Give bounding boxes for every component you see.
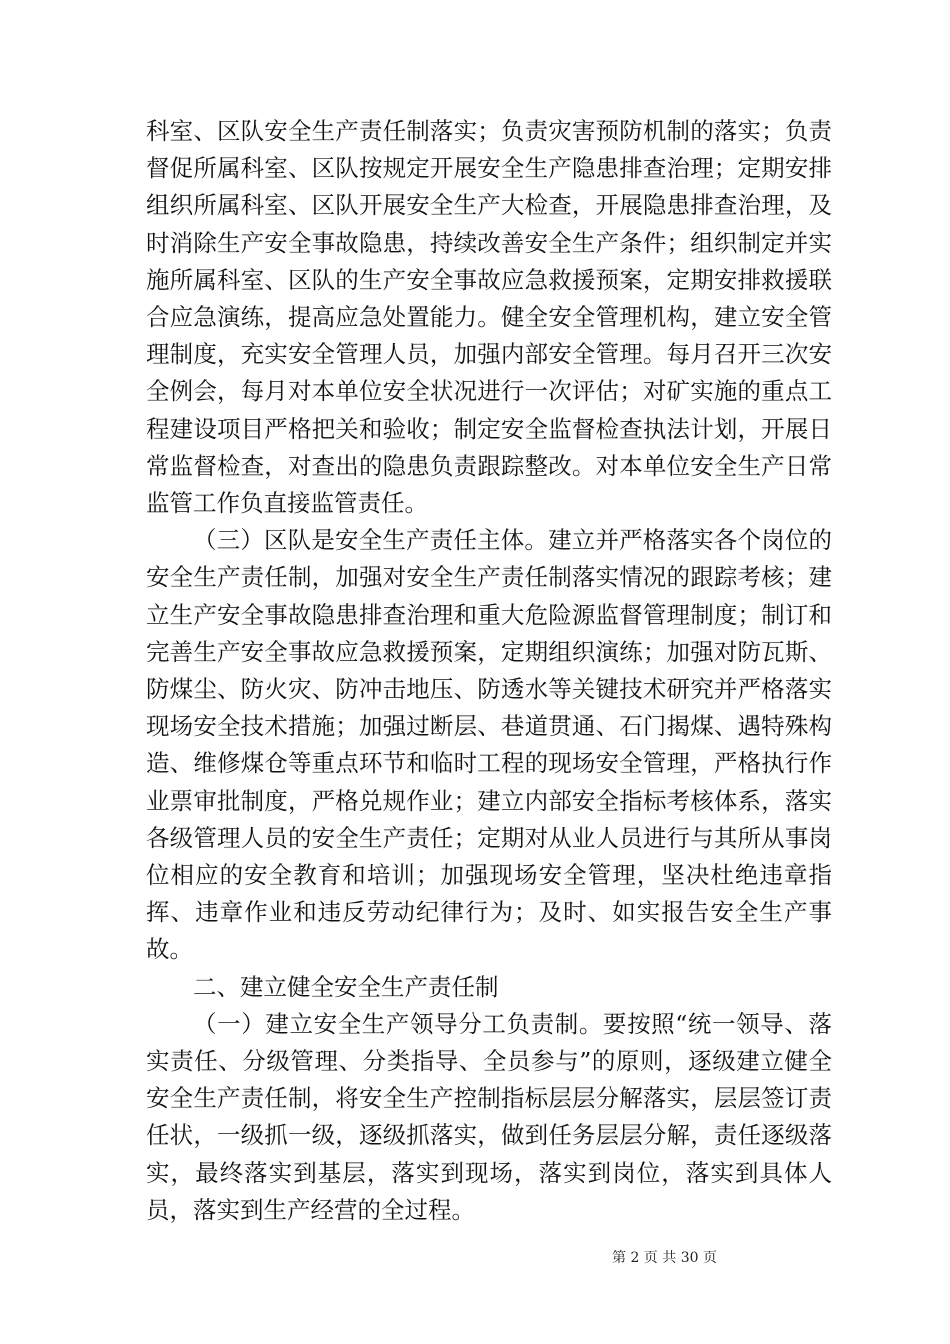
page-number-footer: 第 2 页 共 30 页 xyxy=(612,1250,717,1266)
document-body xyxy=(146,113,832,1229)
paragraph-leadership-division: （一）建立安全生产领导分工负责制。要按照“统一领导、落实责任、分级管理、分类指导、全员参与”的原则，逐级建立健全安全生产责任制，将安全生产控制指标层层分解落实，层层签订责任状，一级抓一级，逐级抓落实，做到任务层层分解，责任逐级落实，最终落实到基层，落实到现场，落实到岗位，落实到具体人员，落实到生产经营的全过程。 xyxy=(146,1009,832,1224)
section-heading-responsibility-system: 二、建立健全安全生产责任制 xyxy=(193,972,499,1001)
paragraph-district-team-responsibility: （三）区队是安全生产责任主体。建立并严格落实各个岗位的安全生产责任制，加强对安全生产责任制落实情况的跟踪考核；建立生产安全事故隐患排查治理和重大危险源监督管理制度；制订和完善生产安全事故应急救援预案，定期组织演练；加强对防瓦斯、防煤尘、防火灾、防冲击地压、防透水等关键技术研究并严格落实现场安全技术措施；加强过断层、巷道贯通、石门揭煤、遇特殊构造、维修煤仓等重点环节和临时工程的现场安全管理，严格执行作业票审批制度，严格兑规作业；建立内部安全指标考核体系，落实各级管理人员的安全生产责任；定期对从业人员进行与其所从事岗位相应的安全教育和培训；加强现场安全管理，坚决杜绝违章指挥、违章作业和违反劳动纪律行为；及时、如实报告安全生产事故。 xyxy=(146,526,832,964)
paragraph-responsibility-continued: 科室、区队安全生产责任制落实；负责灾害预防机制的落实；负责督促所属科室、区队按规定开展安全生产隐患排查治理；定期安排组织所属科室、区队开展安全生产大检查，开展隐患排查治理，及时消除生产安全事故隐患，持续改善安全生产条件；组织制定并实施所属科室、区队的生产安全事故应急救援预案，定期安排救援联合应急演练，提高应急处置能力。健全安全管理机构，建立安全管理制度，充实安全管理人员，加强内部安全管理。每月召开三次安全例会，每月对本单位安全状况进行一次评估；对矿实施的重点工程建设项目严格把关和验收；制定安全监督检查执法计划，开展日常监督检查，对查出的隐患负责跟踪整改。对本单位安全生产日常监管工作负直接监管责任。 xyxy=(146,117,832,518)
